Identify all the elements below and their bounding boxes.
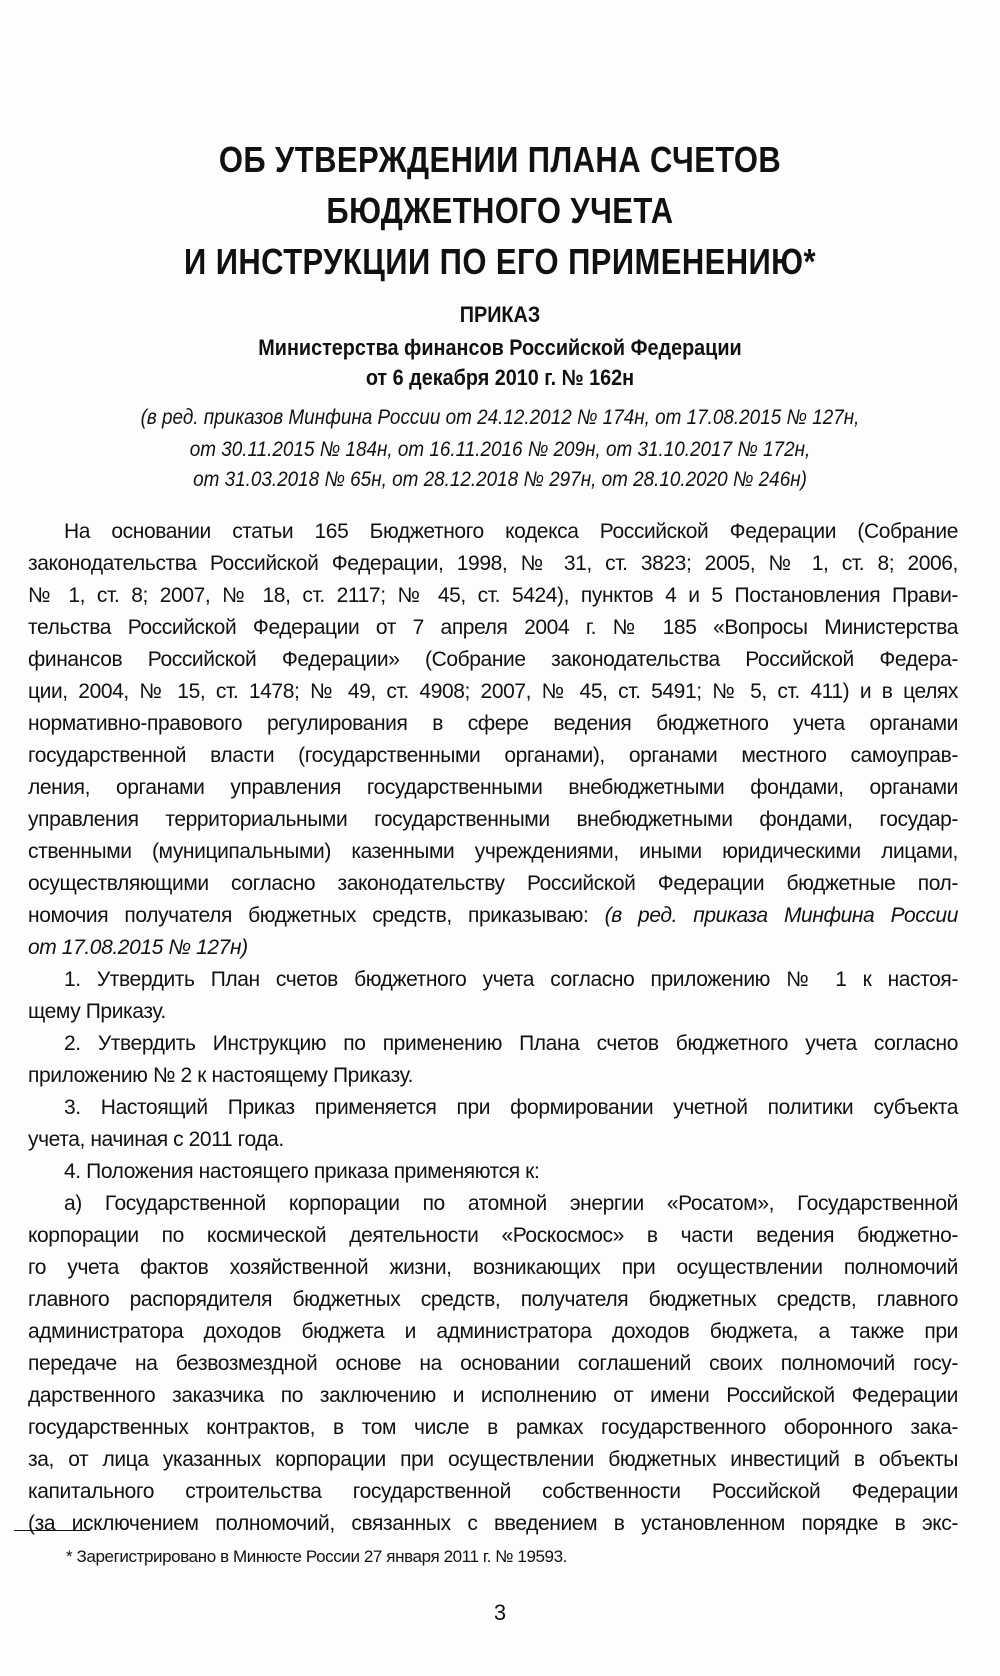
body-line xyxy=(28,804,958,836)
body-line-text: номочия получателя бюджетных средств, приказываю: xyxy=(28,904,605,927)
body-line xyxy=(28,964,958,996)
body-line-text: нормативно-правового регулирования в сфере ведения бюджетного учета органами xyxy=(28,712,958,735)
body-line xyxy=(28,612,958,644)
order-heading: ПРИКАЗ xyxy=(459,302,541,327)
amendments-line-3: от 31.03.2018 № 65н, от 28.12.2018 № 297н, от 28.10.2020 № 246н) xyxy=(193,468,807,491)
body-line-text: администратора доходов бюджета и администратора доходов бюджета, а также при xyxy=(28,1320,958,1343)
body-line-italic-text: (в ред. приказа Минфина России xyxy=(604,904,958,927)
body-line-text: 2. Утвердить Инструкцию по применению Плана счетов бюджетного учета согласно xyxy=(64,1032,958,1055)
amendments-line-2: от 30.11.2015 № 184н, от 16.11.2016 № 209н, от 31.10.2017 № 172н, xyxy=(189,438,811,461)
body-line xyxy=(28,900,958,932)
body-line xyxy=(28,740,958,772)
footnote-divider xyxy=(14,1530,90,1531)
body-line-text: учета, начиная с 2011 года. xyxy=(28,1128,284,1151)
body-line xyxy=(28,708,958,740)
body-line xyxy=(28,1348,958,1380)
body-line-text: за, от лица указанных корпорации при осуществлении бюджетных инвестиций в объекты xyxy=(28,1448,958,1471)
body-line-text: 3. Настоящий Приказ применяется при формировании учетной политики субъекта xyxy=(64,1096,958,1119)
body-line-text: дарственного заказчика по заключению и исполнению от имени Российской Федерации xyxy=(28,1384,958,1407)
body-line-text: передаче на безвозмездной основе на основании соглашений своих полномочий госу- xyxy=(28,1352,958,1375)
body-line-text: тельства Российской Федерации от 7 апреля 2004 г. № 185 «Вопросы Министерства xyxy=(28,616,958,639)
body-line-italic-text: от 17.08.2015 № 127н) xyxy=(28,936,248,959)
body-line xyxy=(28,580,958,612)
document-title-line-3: И ИНСТРУКЦИИ ПО ЕГО ПРИМЕНЕНИЮ* xyxy=(183,241,817,282)
body-line-text: На основании статьи 165 Бюджетного кодекса Российской Федерации (Собрание xyxy=(64,520,958,543)
body-line xyxy=(28,1092,958,1124)
body-line-text: щему Приказу. xyxy=(28,1000,166,1023)
body-line-text: ления, органами управления государственными внебюджетными фондами, органами xyxy=(28,776,958,799)
body-line xyxy=(28,676,958,708)
body-line xyxy=(28,1124,958,1156)
body-line-text: ственными (муниципальными) казенными учреждениями, иными юридическими лицами, xyxy=(28,840,958,863)
body-line xyxy=(28,548,958,580)
body-line xyxy=(28,1508,958,1540)
body-line-text: финансов Российской Федерации» (Собрание законодательства Российской Федера- xyxy=(28,648,958,671)
body-line xyxy=(28,996,958,1028)
body-line-text: го учета фактов хозяйственной жизни, возникающих при осуществлении полномочий xyxy=(28,1256,958,1279)
body-line-text: корпорации по космической деятельности «Роскосмос» в части ведения бюджетно- xyxy=(28,1224,958,1247)
body-line-text: государственной власти (государственными органами), органами местного самоуправ- xyxy=(28,744,958,767)
body-line-text: главного распорядителя бюджетных средств, получателя бюджетных средств, главного xyxy=(28,1288,958,1311)
body-line xyxy=(28,836,958,868)
body-line-text: капитального строительства государственной собственности Российской Федерации xyxy=(28,1480,958,1503)
body-line-text: 1. Утвердить План счетов бюджетного учета согласно приложению № 1 к настоя- xyxy=(64,968,958,991)
body-line xyxy=(28,644,958,676)
body-line xyxy=(28,1220,958,1252)
body-line xyxy=(28,1284,958,1316)
body-line-text: управления территориальными государственными внебюджетными фондами, государ- xyxy=(28,808,958,831)
body-line-text: осуществляющими согласно законодательству Российской Федерации бюджетные пол- xyxy=(28,872,958,895)
body-line xyxy=(28,1316,958,1348)
document-title-line-1: ОБ УТВЕРЖДЕНИИ ПЛАНА СЧЕТОВ xyxy=(218,139,782,180)
body-line-text: государственных контрактов, в том числе в рамках государственного оборонного зака- xyxy=(28,1416,958,1439)
body-line-text: законодательства Российской Федерации, 1998, № 31, ст. 3823; 2005, № 1, ст. 8; 2006, xyxy=(28,552,958,575)
body-line-text: а) Государственной корпорации по атомной энергии «Росатом», Государственной xyxy=(64,1192,958,1215)
document-title-line-2: БЮДЖЕТНОГО УЧЕТА xyxy=(326,190,674,231)
body-line xyxy=(28,772,958,804)
body-line-text: 4. Положения настоящего приказа применяются к: xyxy=(64,1160,540,1183)
body-line-text: ции, 2004, № 15, ст. 1478; № 49, ст. 4908; 2007, № 45, ст. 5491; № 5, ст. 411) и в целях xyxy=(28,680,958,703)
page-number: 3 xyxy=(493,1600,507,1625)
body-line xyxy=(28,1380,958,1412)
body-line-text: № 1, ст. 8; 2007, № 18, ст. 2117; № 45, ст. 5424), пунктов 4 и 5 Постановления Прави- xyxy=(28,584,958,607)
body-line xyxy=(28,932,958,964)
footnote: * Зарегистрировано в Минюсте России 27 января 2011 г. № 19593. xyxy=(66,1547,567,1566)
body-line xyxy=(28,1028,958,1060)
order-body-text xyxy=(28,516,958,1540)
body-line xyxy=(28,1252,958,1284)
body-line xyxy=(28,1444,958,1476)
body-line-text: (за исключением полномочий, связанных с введением в установленном порядке в экс- xyxy=(28,1512,958,1535)
order-issuer: Министерства финансов Российской Федерации xyxy=(258,335,742,360)
body-line xyxy=(28,1060,958,1092)
body-line xyxy=(28,868,958,900)
body-line xyxy=(28,1188,958,1220)
body-line xyxy=(28,1412,958,1444)
amendments-line-1: (в ред. приказов Минфина России от 24.12.2012 № 174н, от 17.08.2015 № 127н, xyxy=(140,406,860,429)
body-line xyxy=(28,516,958,548)
body-line xyxy=(28,1476,958,1508)
order-date: от 6 декабря 2010 г. № 162н xyxy=(365,365,635,390)
body-line xyxy=(28,1156,958,1188)
body-line-text: приложению № 2 к настоящему Приказу. xyxy=(28,1064,414,1087)
